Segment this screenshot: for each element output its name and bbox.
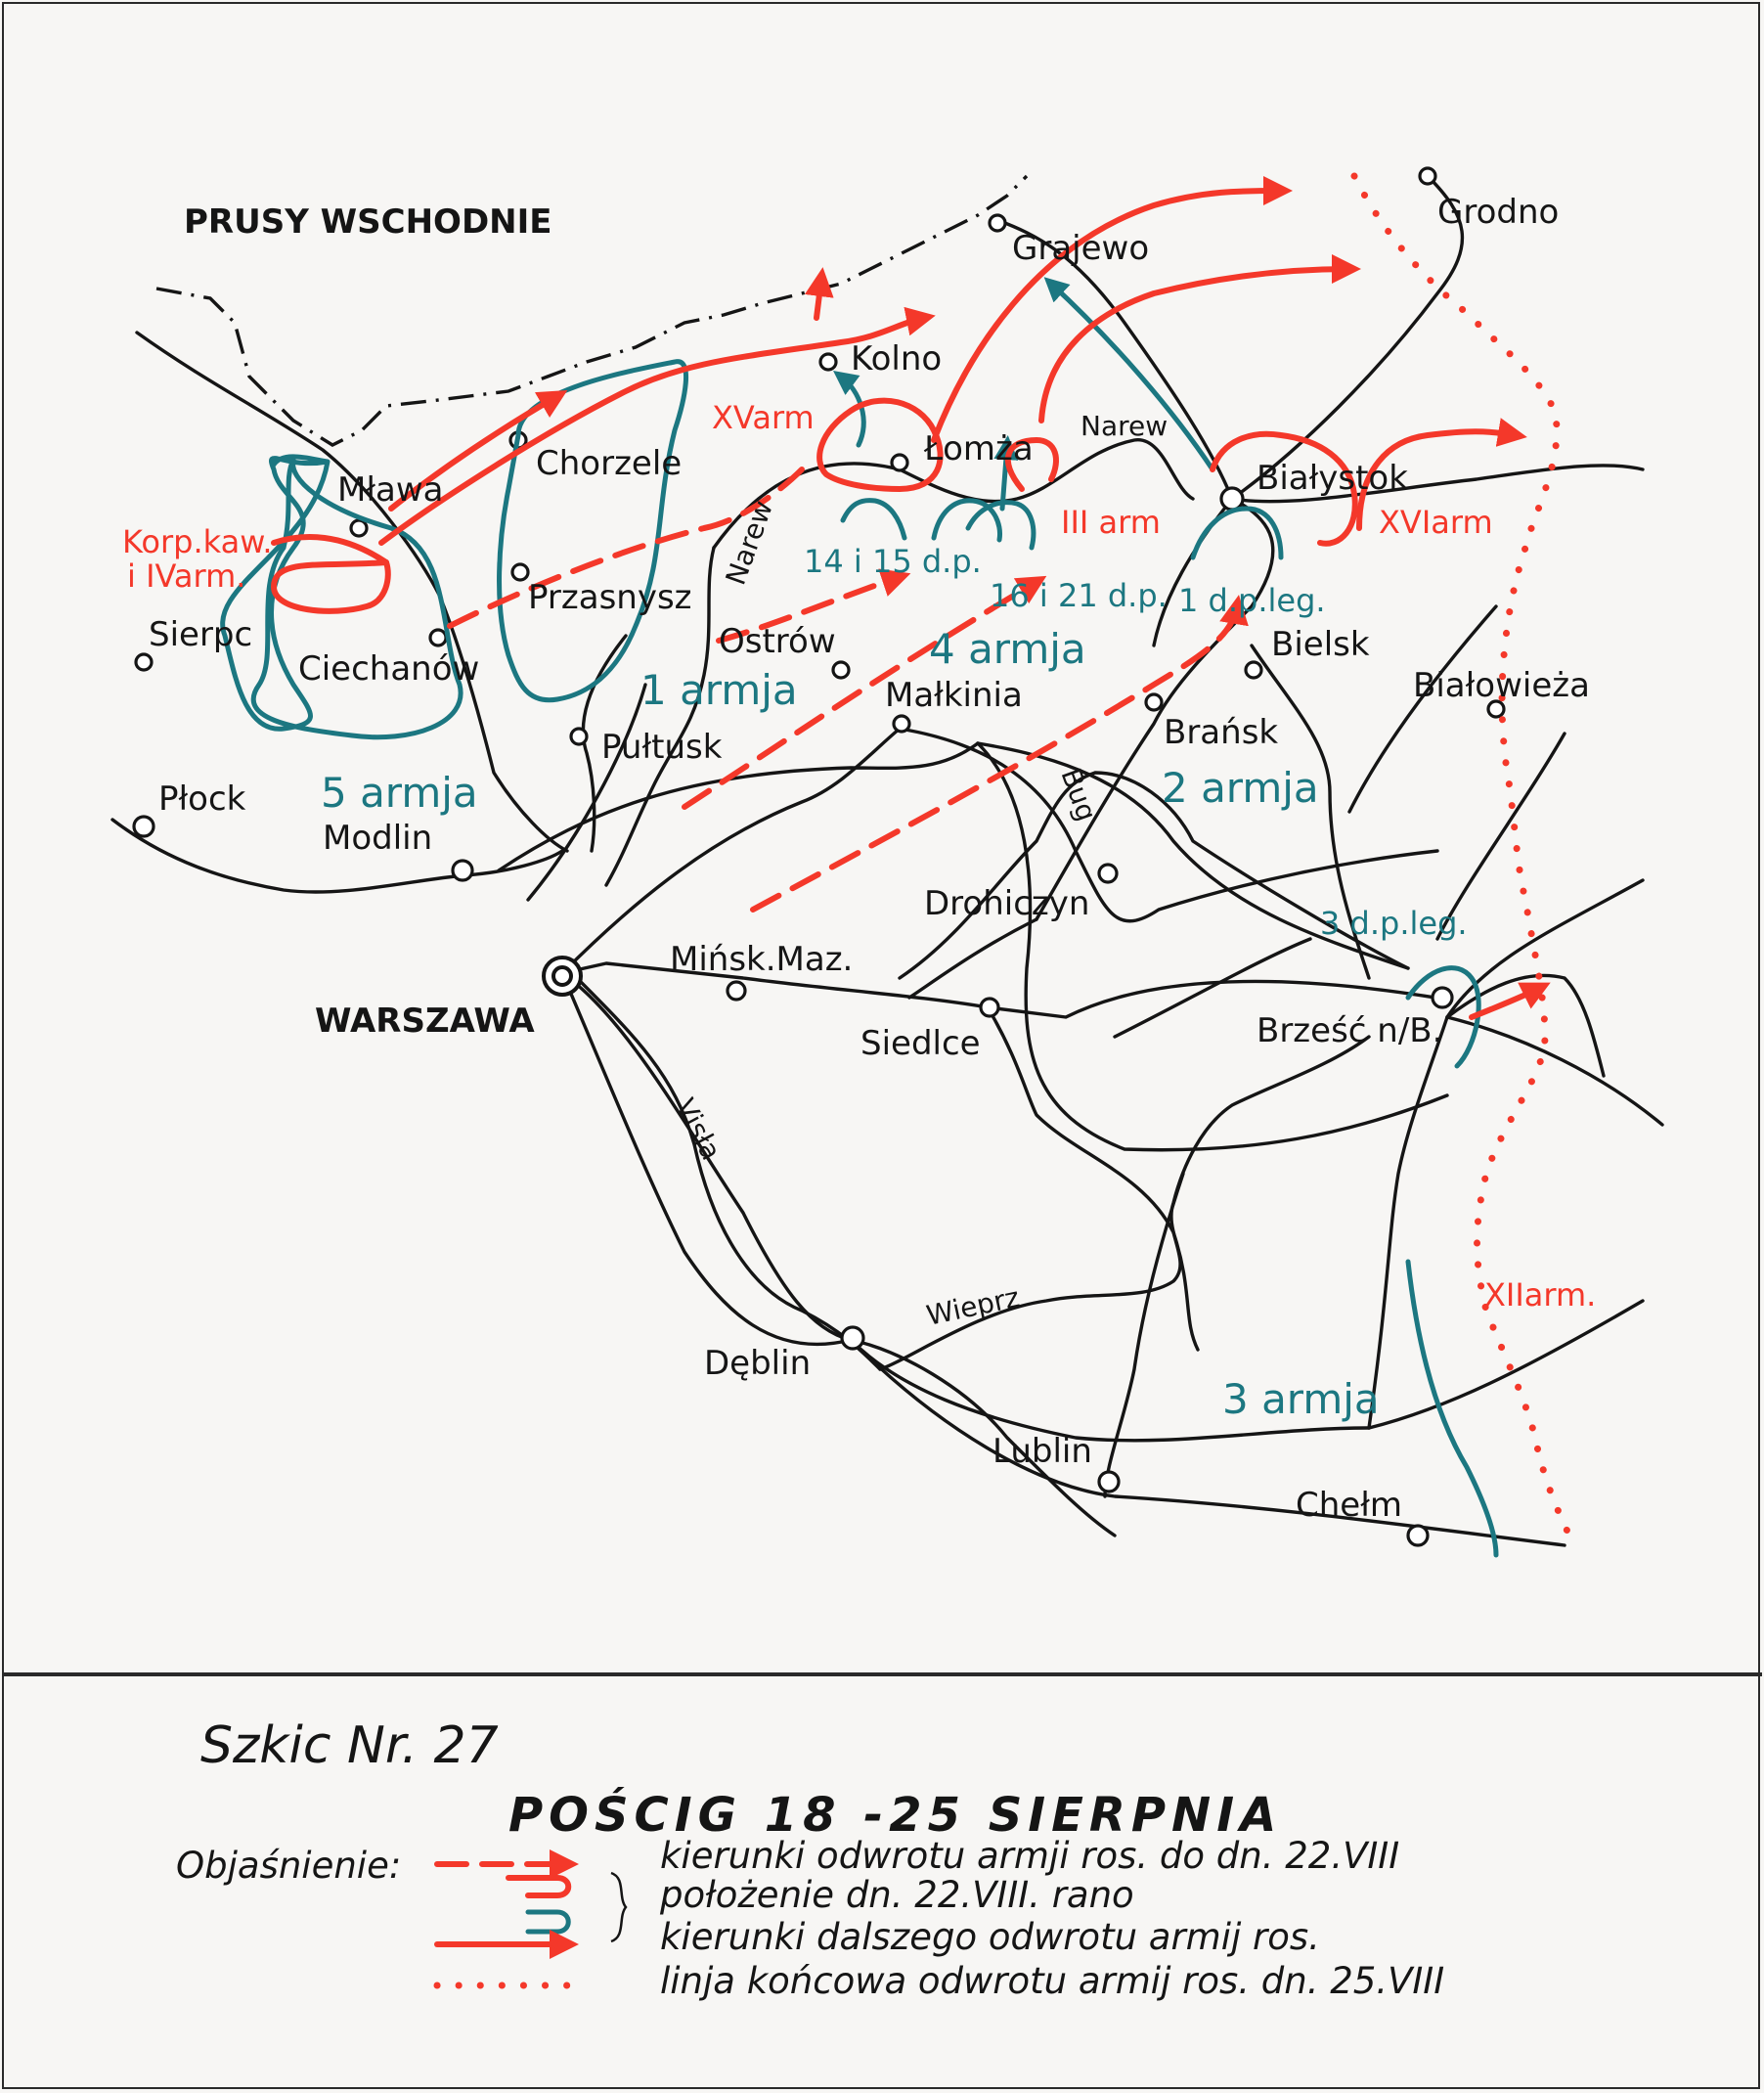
place-warszawa: WARSZAWA [315,1002,535,1041]
unit-iii-arm: III arm [1061,504,1161,541]
caption [176,1716,1444,2002]
unit-korp-kaw-line1: Korp.kaw. [122,523,273,560]
place-pultusk: Pułtusk [601,728,723,767]
river-narew-upper: Narew [1080,410,1169,442]
place-chelm: Chełm [1296,1486,1402,1525]
unit-xv-arm: XVarm [712,399,815,436]
legend-text-3: kierunki dalszego odwrotu armij ros. [660,1916,1320,1958]
place-bialystok: Białystok [1257,459,1408,498]
unit-5-armja: 5 armja [321,769,478,817]
place-deblin: Dęblin [704,1344,812,1383]
unit-3-dp-leg: 3 d.p.leg. [1320,905,1468,942]
place-grajewo: Grajewo [1012,229,1150,268]
region-label: PRUSY WSCHODNIE [184,202,552,242]
place-malkinia: Małkinia [885,676,1023,715]
unit-4-armja: 4 armja [929,625,1086,673]
place-lomza: Łomża [924,429,1034,468]
place-bransk: Brańsk [1164,713,1279,752]
river-narew-lower: Narew [719,496,780,590]
place-bielsk: Bielsk [1271,625,1370,664]
place-ostrow: Ostrów [719,622,836,661]
legend-text-1: kierunki odwrotu armji ros. do dn. 22.VIII [660,1835,1400,1877]
place-bialowieza: Białowieża [1413,666,1590,705]
unit-1-armja: 1 armja [640,666,798,714]
place-plock: Płock [158,779,246,819]
sketch-number: Szkic Nr. 27 [200,1716,499,1775]
place-przasnysz: Przasnysz [528,578,692,617]
place-minsk-maz: Mińsk.Maz. [670,940,854,979]
place-lublin: Lublin [992,1432,1092,1471]
place-kolno: Kolno [851,339,943,379]
railways [112,176,1662,1545]
unit-16-21-dp: 16 i 21 d.p. [990,577,1168,614]
river-bug: Bug [1054,764,1104,825]
unit-2-armja: 2 armja [1162,764,1319,812]
legend-text-4: linja końcowa odwrotu armij ros. dn. 25.VIII [660,1960,1445,2002]
place-ciechanow: Ciechanów [298,649,480,689]
place-siedlce: Siedlce [860,1024,981,1063]
place-mlawa: Mława [337,470,444,510]
place-sierpc: Sierpc [149,615,253,654]
unit-1-dp-leg: 1 d.p.leg. [1178,582,1326,619]
place-drohiczyn: Drohiczyn [924,884,1090,923]
river-wisla: Visła [668,1092,728,1166]
unit-3-armja: 3 armja [1222,1375,1380,1423]
place-brzesc: Brześć n/B. [1257,1011,1443,1050]
river-wieprz: Wieprz [923,1280,1023,1332]
unit-xvi-arm: XVIarm [1379,504,1493,541]
legend-label: Objaśnienie: [176,1845,402,1887]
place-chorzele: Chorzele [536,444,683,483]
unit-xii-arm: XIIarm. [1484,1276,1597,1314]
legend-text-2: położenie dn. 22.VIII. rano [660,1874,1134,1916]
place-modlin: Modlin [323,819,433,858]
unit-14-15-dp: 14 i 15 d.p. [804,543,982,580]
map-title: POŚCIG 18 -25 SIERPNIA [508,1788,1283,1843]
unit-korp-kaw-line2: i IVarm. [127,557,246,595]
legend-symbol-hooks [508,1873,626,1941]
place-grodno: Grodno [1437,193,1560,232]
